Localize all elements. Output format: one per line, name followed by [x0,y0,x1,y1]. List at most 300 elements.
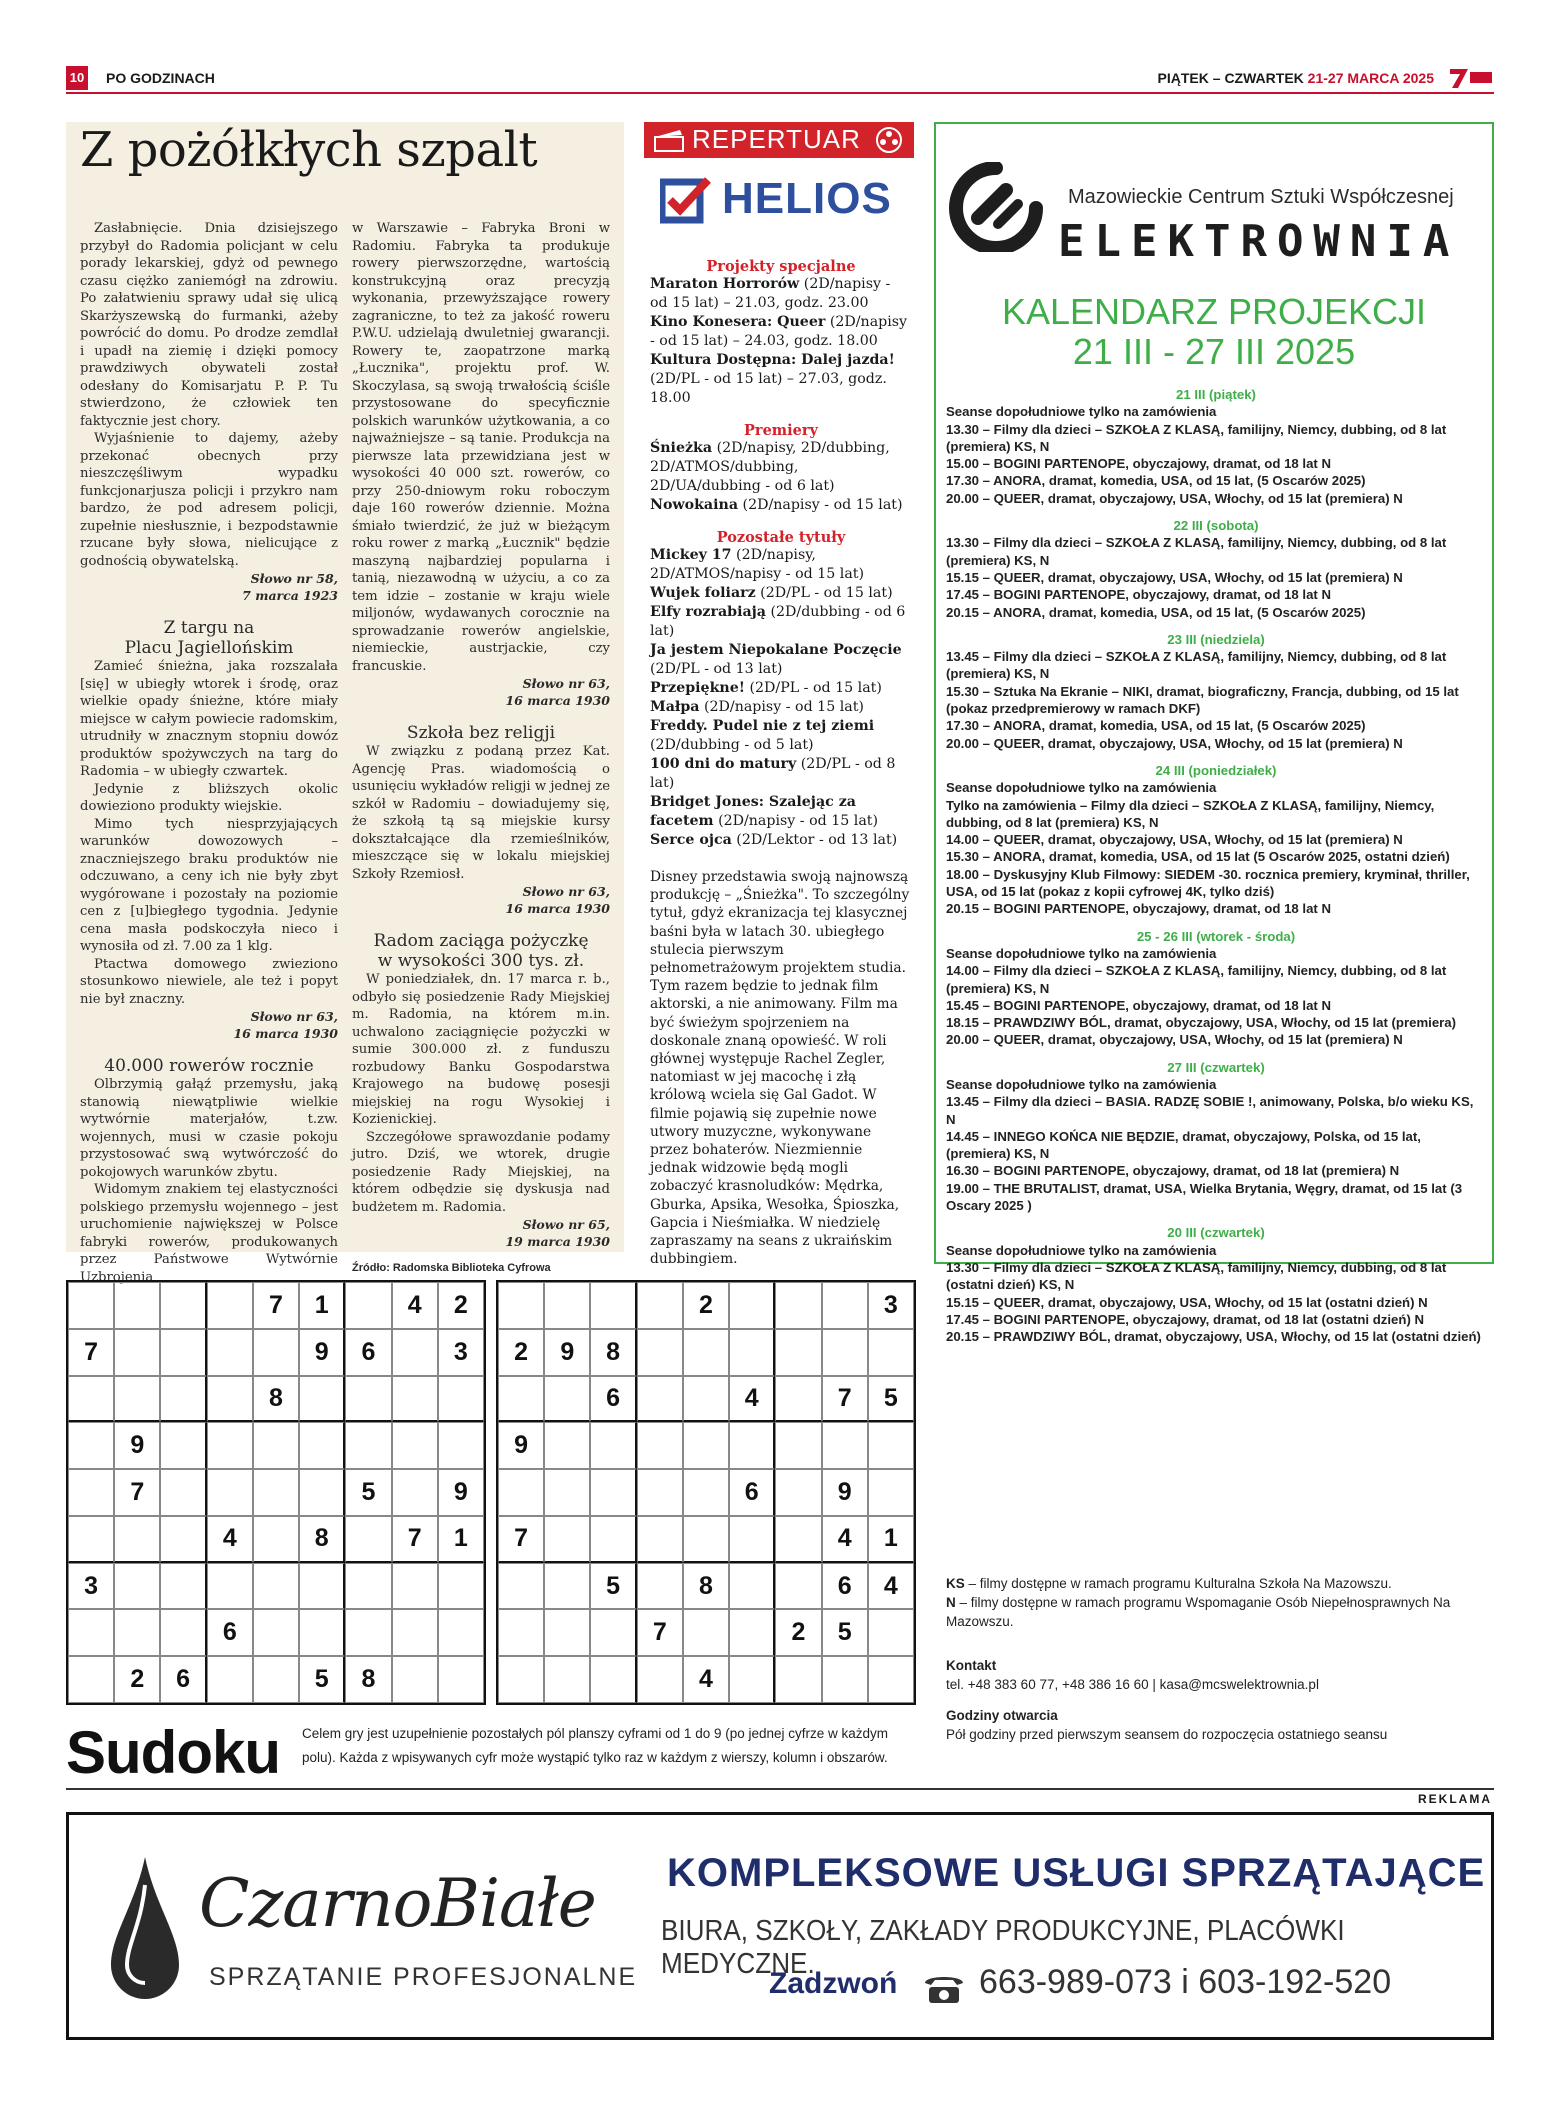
sudoku-cell[interactable]: 6 [160,1656,206,1703]
sudoku-cell[interactable] [637,1656,683,1703]
sudoku-cell[interactable] [729,1422,775,1469]
sudoku-cell[interactable]: 8 [590,1329,636,1376]
movie-info: (2D/napisy - od 15 lat) [738,497,903,513]
sudoku-cell[interactable] [637,1422,683,1469]
sudoku-cell[interactable] [68,1376,114,1423]
sudoku-cell[interactable] [683,1469,729,1516]
sudoku-cell[interactable] [253,1563,299,1610]
old-news-section [66,122,624,1285]
calendar-dates: 21 III - 27 III 2025 [1072,331,1356,372]
sudoku-cell[interactable] [160,1329,206,1376]
repertuar-badge [644,122,914,158]
movie-title: Mickey 17 [650,547,732,563]
schedule-entry: 14.00 – QUEER, dramat, obyczajowy, USA, Włochy, od 15 lat (premiera) N [946,832,1403,848]
sudoku-cell[interactable] [822,1282,868,1329]
sudoku-cell[interactable] [345,1563,391,1610]
schedule-entry: 13.45 – Filmy dla dzieci – BASIA. RADZĘ SOBIE !, animowany, Polska, b/o wieku KS, N [946,1094,1474,1127]
contact-title: Kontakt [946,1658,997,1673]
ad-subtitle: SPRZĄTANIE PROFESJONALNE [209,1963,638,1991]
sudoku-grid-1 [66,1280,486,1705]
sudoku-cell[interactable]: 5 [868,1376,914,1423]
schedule-day: 25 - 26 III (wtorek - środa) [1136,928,1296,944]
sudoku-cell[interactable]: 8 [683,1563,729,1610]
movie-title: 100 dni do matury [650,756,797,772]
repertuar-list [650,258,912,1268]
sudoku-cell[interactable] [207,1376,253,1423]
sudoku-cell[interactable] [207,1422,253,1469]
sudoku-cell[interactable] [868,1609,914,1656]
sudoku-cell[interactable] [729,1329,775,1376]
repertuar-item [650,313,912,351]
advertisement [66,1812,1494,2040]
schedule-entry: 15.00 – BOGINI PARTENOPE, obyczajowy, dramat, od 18 lat N [946,456,1331,472]
article-source-sig [352,675,610,709]
legend-ks [946,1574,1486,1593]
schedule-day: 23 III (niedziela) [1167,631,1265,647]
sudoku-cell[interactable]: 8 [253,1376,299,1423]
sudoku-cell[interactable] [868,1422,914,1469]
sudoku-cell[interactable] [253,1516,299,1563]
schedule-entry: 13.30 – Filmy dla dzieci – SZKOŁA Z KLASĄ, familijny, Niemcy, dubbing, od 8 lat (ostatni dzień) KS, N [946,1259,1447,1293]
legend-ks-key: KS [946,1576,965,1591]
article-paragraph: w Warszawie – Fabryka Broni w Radomiu. Fabryka ta produkuje rowery pierwszorzędne, wartością konstrukcyjną oraz precyzją wykonania, przewyższające rowery zagraniczne, to też za jakość roweru P.W.U. udzielają dwuletniej gwarancji. Rowery te, zaopatrzone marką „Łucznika", projektu prof. W. Skoczylasa, są swoją trwałością ściśle przystosowane do specyficznie polskich warunków użytkowania, a co najważniejsze – są tanie. Produkcja na pierwsze lata przewidziana jest w wysokości 40 000 szt. rowerów, co przy 250-dniowym roku roboczym daje 160 rowerów dziennie. Można śmiało twierdzić, że już w bieżącym roku rower z marką „Łucznik" będzie maszyną najbardziej popularna i tanią, niezawodną w użyciu, a co za tem idzie – zostanie w kraju wiele miljonów, wydawanych corocznie na sprowadzanie rowerów angielskie, niemieckie, austrjackie, czy francuskie. [352,221,610,674]
article-paragraph: Ptactwa domowego zwieziono stosunkowo niewiele, ale też i popyt nie był znaczny. [80,956,338,1007]
sudoku-cell[interactable] [114,1516,160,1563]
schedule-entry: 14.00 – Filmy dla dzieci – SZKOŁA Z KLASĄ, familijny, Niemcy, dubbing, od 8 lat (premiera) KS, N [946,963,1447,996]
repertuar-section-title: Projekty specjalne [706,258,856,275]
sudoku-cell[interactable]: 1 [299,1282,345,1329]
sudoku-cell[interactable] [207,1563,253,1610]
sudoku-title: Sudoku [66,1719,280,1786]
sudoku-cell[interactable] [498,1469,544,1516]
date-range: 21-27 MARCA 2025 [1307,70,1434,86]
sudoku-cell[interactable] [160,1422,206,1469]
movie-title: Maraton Horrorów [650,276,800,292]
legend-n-text: – filmy dostępne w ramach programu Wspomaganie Osób Niepełnosprawnych Na Mazowszu. [946,1595,1451,1629]
sudoku-cell[interactable]: 7 [392,1516,438,1563]
ad-label: REKLAMA [1418,1792,1492,1806]
hours-text: Pół godziny przed pierwszym seansem do rozpoczęcia ostatniego seansu [946,1727,1388,1742]
repertuar-item [650,698,912,717]
movie-info: (2D/napisy - od 15 lat) [699,699,864,715]
sudoku-cell[interactable] [68,1282,114,1329]
headline-line: Placu Jagiellońskim [124,638,294,658]
movie-title: Małpa [650,699,700,715]
sudoku-cell[interactable] [590,1422,636,1469]
old-news-column-2 [352,220,610,1274]
repertuar-item [650,584,912,603]
sudoku-cell[interactable] [637,1516,683,1563]
sudoku-cell[interactable]: 9 [498,1422,544,1469]
film-reel-icon [874,126,904,154]
sig-line: Słowo nr 63, [250,1009,338,1024]
schedule-entry: 20.00 – QUEER, dramat, obyczajowy, USA, Włochy, od 15 lat (premiera) N [946,1032,1403,1048]
sudoku-cell[interactable] [544,1422,590,1469]
movie-title: Serce ojca [650,832,732,848]
sudoku-cell[interactable] [822,1422,868,1469]
repertuar-item [650,831,912,850]
movie-title: Śnieżka [650,440,713,456]
sudoku-cell[interactable]: 3 [68,1563,114,1610]
schedule-entry: 13.45 – Filmy dla dzieci – SZKOŁA Z KLASĄ, familijny, Niemcy, dubbing, od 8 lat (premiera) KS, N [946,649,1447,682]
sudoku-cell[interactable] [345,1516,391,1563]
movie-info: (2D/dubbing - od 6 lat) [650,604,906,639]
elektrownia-logo-icon [948,162,1044,252]
sudoku-cell[interactable] [683,1422,729,1469]
schedule-entry: 17.30 – ANORA, dramat, komedia, USA, od 15 lat, (5 Oscarów 2025) [946,473,1366,489]
sudoku-cell[interactable] [729,1609,775,1656]
sig-line: Słowo nr 63, [522,884,610,899]
sudoku-cell[interactable] [438,1422,484,1469]
sudoku-cell[interactable] [822,1329,868,1376]
movie-info: (2D/napisy - od 15 lat) – 24.03, godz. 18.00 [650,314,908,349]
sudoku-cell[interactable] [590,1282,636,1329]
sig-line: Słowo nr 65, [522,1217,610,1232]
sudoku-cell[interactable]: 9 [299,1329,345,1376]
sudoku-cell[interactable] [590,1656,636,1703]
legend [946,1574,1486,1631]
sudoku-cell[interactable] [68,1609,114,1656]
sudoku-cell[interactable] [729,1516,775,1563]
newspaper-logo-icon [1446,66,1494,90]
sudoku-cell[interactable]: 9 [438,1469,484,1516]
sudoku-cell[interactable] [345,1609,391,1656]
sig-line: 19 marca 1930 [505,1234,610,1249]
sudoku-cell[interactable] [253,1422,299,1469]
sudoku-cell[interactable] [345,1376,391,1423]
schedule-entry: 17.45 – BOGINI PARTENOPE, obyczajowy, dramat, od 18 lat N [946,587,1331,603]
sudoku-cell[interactable] [345,1422,391,1469]
sudoku-cell[interactable]: 4 [729,1376,775,1423]
schedule-entry: 14.45 – INNEGO KOŃCA NIE BĘDZIE, dramat, obyczajowy, Polska, od 15 lat, (premiera) KS, N [946,1128,1421,1162]
sudoku-cell[interactable]: 7 [822,1376,868,1423]
sig-line: 16 marca 1930 [505,901,610,916]
article-paragraph: Olbrzymią gałąź przemysłu, jaką stanowią niewątpliwie wielkie wytwórnie materjałów, t.zw. wojennych, musi w czasie pokoju przystosować swą wytwórczość do pokojowych warunków zbytu. [80,1077,338,1180]
sudoku-cell[interactable] [775,1469,821,1516]
sudoku-cell[interactable] [544,1376,590,1423]
sudoku-cell[interactable] [207,1329,253,1376]
sudoku-cell[interactable] [590,1469,636,1516]
sudoku-cell[interactable] [544,1563,590,1610]
sudoku-cell[interactable]: 6 [207,1609,253,1656]
sudoku-cell[interactable]: 3 [868,1282,914,1329]
sudoku-cell[interactable]: 2 [498,1329,544,1376]
movie-title: Ja jestem Niepokalane Poczęcie [650,642,902,658]
headline-line: Radom zaciąga pożyczkę [373,931,589,951]
sudoku-cell[interactable] [160,1469,206,1516]
sudoku-cell[interactable]: 6 [590,1376,636,1423]
sudoku-cell[interactable]: 1 [438,1516,484,1563]
ad-brand: CzarnoBiałe [199,1865,596,1942]
sudoku-cell[interactable] [68,1469,114,1516]
helios-wordmark: HELIOS [722,174,892,223]
sudoku-cell[interactable] [438,1609,484,1656]
movie-info: (2D/PL - od 8 lat) [650,756,896,791]
sudoku-cell[interactable] [299,1469,345,1516]
sudoku-cell[interactable]: 5 [345,1469,391,1516]
article-headline [80,618,338,658]
page-header [66,66,1494,94]
sudoku-cell[interactable] [498,1282,544,1329]
sudoku-cell[interactable] [392,1329,438,1376]
sudoku-cell[interactable] [822,1656,868,1703]
sudoku-cell[interactable]: 9 [822,1469,868,1516]
movie-info: (2D/Lektor - od 13 lat) [731,832,898,848]
repertuar-item [650,603,912,641]
sudoku-cell[interactable] [68,1656,114,1703]
article-paragraph: Wyjaśnienie to dajemy, ażeby przekonać obecnych przy nieszczęśliwym wypadku funkcjonarjusza policji i przykro nam bardzo, że pod adresem policji, zupełnie niesłusznie, i bezpodstawnie rzucane były słowa, nielicujące z godnością obywatelską. [80,431,338,569]
sudoku-cell[interactable] [114,1563,160,1610]
sudoku-cell[interactable] [868,1329,914,1376]
schedule-entry: 13.30 – Filmy dla dzieci – SZKOŁA Z KLASĄ, familijny, Niemcy, dubbing, od 8 lat (premiera) KS, N [946,421,1447,454]
article-source-sig [80,1008,338,1042]
schedule-entry: 20.15 – PRAWDZIWY BÓL, dramat, obyczajowy, USA, Włochy, od 15 lat (ostatni dzień) [946,1329,1481,1345]
sudoku-cell[interactable]: 7 [637,1609,683,1656]
page-number: 10 [66,66,88,90]
sudoku-cell[interactable] [498,1563,544,1610]
calendar-heading: KALENDARZ PROJEKCJI [1001,291,1427,332]
schedule-entry: 15.30 – ANORA, dramat, komedia, USA, od 15 lat (5 Oscarów 2025, ostatni dzień) [946,849,1450,865]
schedule-entry: 17.30 – ANORA, dramat, komedia, USA, od 15 lat, (5 Oscarów 2025) [946,718,1366,734]
sudoku-cell[interactable]: 7 [114,1469,160,1516]
sudoku-cell[interactable] [683,1329,729,1376]
sudoku-cell[interactable]: 1 [868,1516,914,1563]
sudoku-cell[interactable] [498,1656,544,1703]
sudoku-cell[interactable] [637,1329,683,1376]
sudoku-cell[interactable] [775,1516,821,1563]
sig-line: Słowo nr 63, [522,676,610,691]
sudoku-cell[interactable] [544,1609,590,1656]
old-news-title: Z pożółkłych szpalt [80,122,538,178]
elektrownia-header [948,154,1488,267]
sig-line: 16 marca 1930 [233,1026,338,1041]
sudoku-cell[interactable] [775,1563,821,1610]
article-paragraph: Widomym znakiem tej elastyczności polskiego przemysłu wojennego – jest uruchomienie największej w Polsce fabryki rowerów, produkowanych przez Państwowe Wytwórnie Uzbrojenia [80,1182,338,1285]
sudoku-cell[interactable]: 6 [345,1329,391,1376]
sudoku-cell[interactable] [544,1516,590,1563]
sudoku-cell[interactable] [637,1563,683,1610]
article-source: Źródło: Radomska Biblioteka Cyfrowa [352,1262,551,1274]
sudoku-cell[interactable] [299,1563,345,1610]
sudoku-cell[interactable] [114,1609,160,1656]
ad-services: BIURA, SZKOŁY, ZAKŁADY PRODUKCYJNE, PLACÓWKI MEDYCZNE. [661,1915,1345,1980]
date-prefix: PIĄTEK – CZWARTEK [1157,70,1308,86]
sudoku-cell[interactable]: 7 [68,1329,114,1376]
sudoku-cell[interactable] [253,1656,299,1703]
article-paragraph: Mimo tych niesprzyjających warunków dowozowych – znaczniejszego braku produktów nie odczuwano, a ceny ich nie były zbyt wygórowane i pozostały na poziomie cen z [u]biegłego tygodnia. Jedynie cena masła podskoczyła nieco i wynosiła od zł. 7.00 za 1 klg. [80,816,338,954]
schedule-entry: 16.30 – BOGINI PARTENOPE, obyczajowy, dramat, od 18 lat (premiera) N [946,1163,1400,1179]
sudoku-cell[interactable] [114,1376,160,1423]
contact [946,1656,1486,1694]
sudoku-cell[interactable]: 8 [345,1656,391,1703]
sudoku-cell[interactable]: 4 [822,1516,868,1563]
sudoku-cell[interactable] [637,1282,683,1329]
sudoku-cell[interactable] [683,1516,729,1563]
movie-info: (2D/napisy, 2D/dubbing, 2D/ATMOS/dubbing, 2D/UA/dubbing - od 6 lat) [650,440,890,494]
sudoku-cell[interactable] [775,1656,821,1703]
schedule-entry: 20.00 – QUEER, dramat, obyczajowy, USA, Włochy, od 15 lat (premiera) N [946,735,1403,751]
sudoku-cell[interactable] [299,1609,345,1656]
sudoku-cell[interactable] [160,1376,206,1423]
ad-phones: 663-989-073 i 603-192-520 [979,1963,1392,2001]
schedule-entry: Seanse dopołudniowe tylko na zamówienia [946,1242,1217,1258]
sudoku-grid-2 [496,1280,916,1705]
sudoku-cell[interactable] [683,1609,729,1656]
schedule-list [946,386,1486,1345]
sudoku-cell[interactable]: 6 [822,1563,868,1610]
schedule-day: 24 III (poniedziałek) [1155,762,1277,778]
sudoku-cell[interactable] [392,1609,438,1656]
schedule-entry: Tylko na zamówienia – Filmy dla dzieci – SZKOŁA Z KLASĄ, familijny, Niemcy, dubbing, od 8 lat (premiera) KS, N [946,797,1435,830]
sudoku-cell[interactable]: 4 [683,1656,729,1703]
sudoku-cell[interactable] [775,1422,821,1469]
sudoku-cell[interactable] [207,1469,253,1516]
sudoku-cell[interactable] [68,1422,114,1469]
schedule-entry: 19.00 – THE BRUTALIST, dramat, USA, Wielka Brytania, Węgry, dramat, od 15 lat (3 Oscary 2025 ) [946,1180,1463,1214]
sudoku-cell[interactable]: 8 [299,1516,345,1563]
sudoku-cell[interactable] [438,1563,484,1610]
schedule-entry: Seanse dopołudniowe tylko na zamówienia [946,1076,1217,1092]
sudoku-cell[interactable] [544,1469,590,1516]
schedule-day: 20 III (czwartek) [1167,1225,1265,1241]
legend-n-key: N [946,1595,956,1610]
sudoku-cell[interactable] [637,1376,683,1423]
sudoku-cell[interactable]: 9 [544,1329,590,1376]
sudoku-cell[interactable]: 3 [438,1329,484,1376]
sudoku-cell[interactable] [590,1609,636,1656]
article-headline: Szkoła bez religji [406,723,556,743]
sudoku-cell[interactable] [392,1563,438,1610]
sudoku-cell[interactable] [683,1376,729,1423]
movie-title: Bridget Jones: Szalejąc za facetem [650,794,856,829]
calendar-title [936,292,1492,372]
repertuar-section-title: Premiery [744,422,818,439]
sudoku-cell[interactable] [544,1656,590,1703]
headline-line: w wysokości 300 tys. zł. [377,951,585,971]
movie-title: Nowokaina [650,497,739,513]
schedule-day: 22 III (sobota) [1173,518,1259,534]
schedule-entry: 15.15 – QUEER, dramat, obyczajowy, USA, Włochy, od 15 lat (ostatni dzień) N [946,1294,1428,1310]
sudoku-cell[interactable] [68,1516,114,1563]
schedule-entry: 17.45 – BOGINI PARTENOPE, obyczajowy, dramat, od 18 lat (ostatni dzień) N [946,1311,1425,1327]
schedule-day: 27 III (czwartek) [1167,1059,1265,1075]
phone-icon [921,1971,967,2005]
sudoku-cell[interactable] [114,1282,160,1329]
sudoku-cell[interactable] [345,1282,391,1329]
sudoku-cell[interactable] [253,1469,299,1516]
sudoku-cell[interactable]: 9 [114,1422,160,1469]
movie-info: (2D/PL - od 13 lat) [650,661,783,677]
repertuar-item [650,351,912,408]
sudoku-cell[interactable] [160,1609,206,1656]
schedule-entry: 20.15 – BOGINI PARTENOPE, obyczajowy, dramat, od 18 lat N [946,901,1331,917]
hours-title: Godziny otwarcia [946,1708,1058,1723]
helios-logo [660,170,900,230]
repertuar-item [650,496,912,515]
elektrownia-section [934,122,1494,1742]
sudoku-cell[interactable] [775,1376,821,1423]
sudoku-cell[interactable] [392,1469,438,1516]
sudoku-cell[interactable] [299,1422,345,1469]
sudoku-cell[interactable] [438,1376,484,1423]
sudoku-cell[interactable] [253,1329,299,1376]
movie-title: Przepiękne! [650,680,745,696]
sudoku-cell[interactable] [775,1329,821,1376]
repertuar-item [650,546,912,584]
sudoku-cell[interactable] [160,1563,206,1610]
sudoku-cell[interactable]: 2 [775,1609,821,1656]
sudoku-cell[interactable] [590,1516,636,1563]
sudoku-cell[interactable] [253,1609,299,1656]
sudoku-cell[interactable]: 2 [683,1282,729,1329]
sudoku-cell[interactable]: 4 [392,1282,438,1329]
sudoku-cell[interactable] [729,1563,775,1610]
sudoku-cell[interactable] [868,1656,914,1703]
sudoku-cell[interactable]: 7 [253,1282,299,1329]
sudoku-cell[interactable]: 5 [590,1563,636,1610]
sudoku-cell[interactable] [729,1282,775,1329]
repertuar-section-title: Pozostałe tytuły [716,529,846,546]
sudoku-cell[interactable] [160,1282,206,1329]
sudoku-cell[interactable]: 2 [114,1656,160,1703]
sudoku-cell[interactable] [498,1376,544,1423]
article-paragraph: W poniedziałek, dn. 17 marca r. b., odbyło się posiedzenie Rady Miejskiej m. Radomia, na którem m.in. uchwalono zaciągnięcie pożyczki w sumie 300.000 zł. z funduszu rozbudowy Banku Gospodarstwa Krajowego na budowę posesji miejskiej na rogu Wysokiej i Kozienickiej. [352,972,610,1127]
sudoku-cell[interactable]: 4 [207,1516,253,1563]
sudoku-cell[interactable] [392,1656,438,1703]
sudoku-cell[interactable] [392,1376,438,1423]
repertuar-item [650,275,912,313]
movie-info: (2D/PL - od 15 lat) – 27.03, godz. 18.00 [650,371,887,406]
sudoku-cell[interactable] [498,1609,544,1656]
sudoku-cell[interactable] [729,1656,775,1703]
sudoku-cell[interactable]: 4 [868,1563,914,1610]
repertuar-item [650,793,912,831]
drop-logo-icon [105,1855,185,2005]
movie-info: (2D/PL - od 15 lat) [744,680,882,696]
sudoku-cell[interactable] [637,1469,683,1516]
headline-line: Z targu na [163,618,255,638]
schedule-entry: 18.00 – Dyskusyjny Klub Filmowy: SIEDEM -30. rocznica premiery, kryminał, thriller, USA, od 15 lat (pokaz z kopii cyfrowej 4K, tylko dziś) [946,866,1470,900]
sudoku-cell[interactable] [868,1469,914,1516]
sig-line: 7 marca 1923 [242,588,338,603]
sudoku-cell[interactable] [207,1282,253,1329]
sudoku-cell[interactable]: 5 [822,1609,868,1656]
issue-date [1158,70,1434,86]
sudoku-cell[interactable] [207,1656,253,1703]
sudoku-cell[interactable] [160,1516,206,1563]
sudoku-cell[interactable] [775,1282,821,1329]
sudoku-cell[interactable] [438,1656,484,1703]
schedule-day: 21 III (piątek) [1176,387,1256,402]
sudoku-cell[interactable]: 2 [438,1282,484,1329]
repertuar-item [650,755,912,793]
sudoku-cell[interactable]: 6 [729,1469,775,1516]
movie-title: Kino Konesera: Queer [650,314,826,330]
sudoku-cell[interactable] [392,1422,438,1469]
sudoku-cell[interactable] [299,1376,345,1423]
sudoku-cell[interactable]: 5 [299,1656,345,1703]
article-paragraph: Zasłabnięcie. Dnia dzisiejszego przybył do Radomia policjant w celu porady lekarskiej, gdyż od pewnego czasu ciężko zaniemógł na zdrowiu. Po załatwieniu sprawy udał się ulicą Skarżyszewską do furmanki, ażeby powrócić do domu. Po drodze zemdlał i upadł na ziemię i dzięki pomocy prawdziwych obywateli został odesłany do Komisarjatu P. P. Tu stwierdzono, że człowiek ten faktycznie jest chory. [80,221,338,429]
ad-call-label: Zadzwoń [769,1967,898,2000]
helios-check-icon [660,176,712,224]
article-paragraph: Jedynie z bliższych okolic dowieziono produkty wiejskie. [80,781,338,814]
repertuar-item [650,439,912,496]
elektrownia-wordmark: ELEKTROWNIA [1058,216,1460,267]
movie-info: (2D/napisy, 2D/ATMOS/napisy - od 15 lat) [650,547,865,582]
sudoku-cell[interactable]: 7 [498,1516,544,1563]
sudoku-cell[interactable] [544,1282,590,1329]
sudoku-cell[interactable] [114,1329,160,1376]
